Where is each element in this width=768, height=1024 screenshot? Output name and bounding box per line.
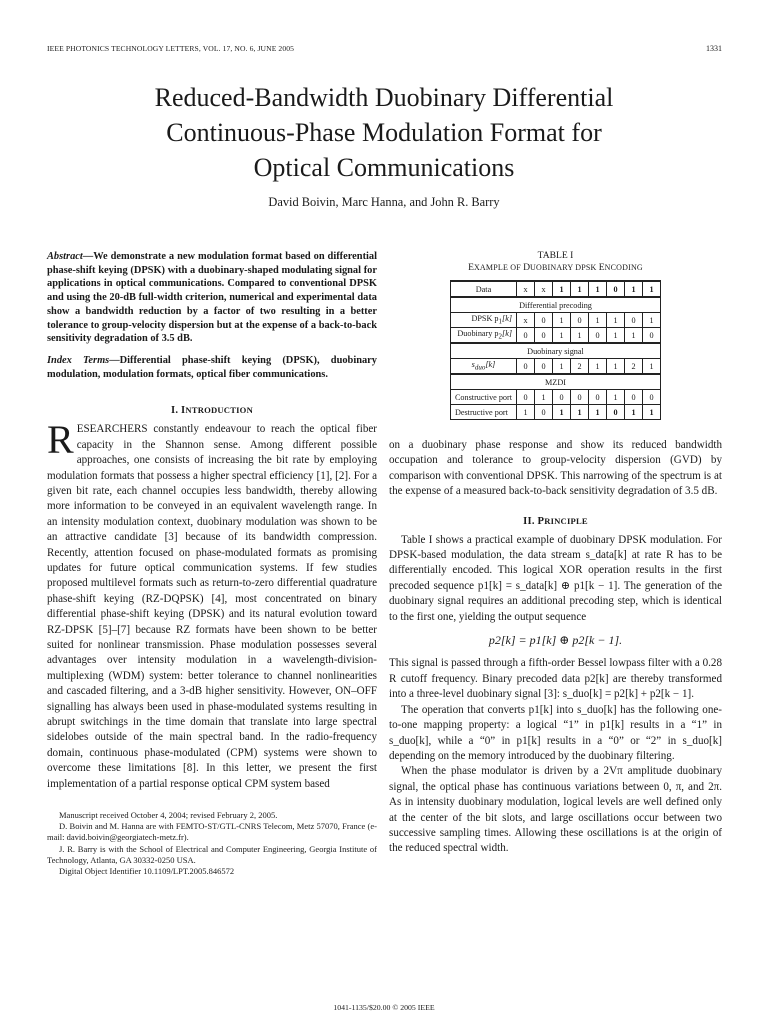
- duo-cell: 1: [625, 328, 643, 344]
- authors: David Boivin, Marc Hanna, and John R. Barry: [268, 195, 500, 209]
- dpsk-cell: 0: [571, 313, 589, 328]
- constructive-cell: 0: [571, 390, 589, 405]
- duo-label-arg: [k]: [502, 329, 513, 339]
- constructive-cell: 0: [553, 390, 571, 405]
- constructive-cell: 1: [607, 390, 625, 405]
- caption-part-3: NCODING: [604, 263, 643, 272]
- dpsk-cell: 1: [643, 313, 661, 328]
- dpsk-label-arg: [k]: [502, 314, 513, 324]
- title-line-2: Continuous-Phase Modulation Format for: [166, 118, 602, 147]
- table-row-destructive: [450, 405, 660, 420]
- table-caption: [389, 262, 722, 274]
- left-column: [47, 250, 377, 877]
- running-head: IEEE PHOTONICS TECHNOLOGY LETTERS, VOL. 17, NO. 6, JUNE 2005: [47, 44, 295, 53]
- row-label-constructive: Constructive port: [450, 390, 516, 405]
- table-row-sduo: [450, 359, 660, 375]
- destructive-cell: 1: [517, 405, 535, 420]
- group-label-precoding: Differential precoding: [450, 297, 660, 313]
- title-line-1: Reduced-Bandwidth Duobinary Differential: [154, 83, 614, 112]
- footnote-affiliation-2: J. R. Barry is with the School of Electrical and Computer Engineering, Georgia Institute of Technology, Atlanta, GA 30332-0250 USA.: [47, 843, 377, 865]
- principle-title-rest: RINCIPLE: [544, 515, 588, 526]
- encoding-table: [450, 280, 661, 420]
- data-cell: 0: [607, 281, 625, 297]
- table-label: TABLE I: [537, 250, 574, 261]
- constructive-cell: 1: [535, 390, 553, 405]
- data-cell: 1: [643, 281, 661, 297]
- abstract: [47, 250, 377, 346]
- duo-cell: 1: [553, 328, 571, 344]
- table-row-duobinary: [450, 328, 660, 344]
- caption-e2: E: [598, 262, 605, 273]
- drop-cap: R: [47, 417, 74, 463]
- principle-body: [389, 533, 722, 857]
- dpsk-cell: 1: [589, 313, 607, 328]
- introduction-body: [47, 417, 377, 792]
- title-line-3: Optical Communications: [253, 153, 515, 182]
- dpsk-cell: x: [517, 313, 535, 328]
- footnote-received: Manuscript received October 4, 2004; revised February 2, 2005.: [59, 810, 278, 821]
- index-terms-text: —Differential phase-shift keying (DPSK), duobinary modulation, modulation formats, optical fiber communications.: [47, 354, 377, 380]
- data-cell: x: [517, 281, 535, 297]
- sduo-cell: 1: [589, 359, 607, 375]
- destructive-cell: 1: [625, 405, 643, 420]
- equation: p2[k] = p1[k] ⊕ p2[k − 1].: [488, 633, 623, 648]
- sduo-cell: 1: [553, 359, 571, 375]
- destructive-cell: 1: [589, 405, 607, 420]
- duo-cell: 0: [643, 328, 661, 344]
- sduo-cell: 2: [625, 359, 643, 375]
- data-cell: 1: [589, 281, 607, 297]
- caption-d: D: [523, 262, 530, 273]
- dpsk-cell: 1: [607, 313, 625, 328]
- sduo-label-arg: [k]: [485, 360, 496, 370]
- row-label-dpsk: [450, 313, 516, 328]
- principle-paragraph-3: The operation that converts p1[k] into s_duo[k] has the following one-to-one mapping property: a logical “1” in p1[k] results in a “1” in s_duo[k], while a “0” in p1[k] results in a “0” or “2” in s_duo[k] depending on the memory introduced by the duobinary filtering.: [389, 703, 722, 762]
- right-body: [389, 438, 722, 500]
- destructive-cell: 1: [643, 405, 661, 420]
- constructive-cell: 0: [517, 390, 535, 405]
- data-cell: 1: [571, 281, 589, 297]
- duo-label-sub: 2: [498, 332, 503, 341]
- group-label-mzdi: MZDI: [450, 374, 660, 390]
- intro-text: ESEARCHERS constantly endeavour to reach the optical fiber capacity in the Shannon sense. Among different possible approaches, one consists of increasing the bit rate by employing modulation formats that possess a higher spectral efficiency [1], [2]. For a given bit rate, each channel occupies less bandwidth, thereby allowing more information to be conveyed in an equivalent wavelength range. In an intensity modulation context, duobinary modulation was shown to be an attractive candidate [3] because of its bandwidth compression. Recently, attention focused on phase-modulated formats as promising updates for future optical communication systems. If few studies proposed multilevel formats such as return-to-zero differential quadrature phase-shift keying (RZ-DQPSK) [4], most concentrated on binary differential phase-shift keying (DPSK) and its natural evolution toward RZ-DPSK [5]–[7] because RZ formats have been shown to be better suited for nonlinear transmission. Phase modulation possesses several advantages over intensity modulation in a wavelength-division-multiplexing (WDM) system: better tolerance to channel nonlinearities and cascaded filtering, and a 3-dB higher sensitivity. However, ON–OFF signalling has always been used in phase-modulated systems resulting in abrupt switchings in the time domain that translate into large spectral sidelobes outside of the main spectral band. In the radio-frequency domain, continuous phase-modulated (CPM) systems were shown to overcome these limitations [8]. In this letter, we present the first implementation of a partial response optical CPM system based: [47, 423, 377, 790]
- dpsk-label-text: DPSK p: [471, 314, 499, 324]
- principle-paragraph-1: Table I shows a practical example of duobinary DPSK modulation. For DPSK-based modulation, the data stream s_data[k] at rate R has to be differentially encoded. This logical XOR operation results in the first precoded sequence p1[k] = s_data[k] ⊕ p1[k − 1]. The generation of the duobinary signal requires an additional precoding step, which is identical to the first one, yielding the output sequence: [389, 533, 722, 623]
- intro-continuation: on a duobinary phase response and show its reduced bandwidth occupation and tolerance to group-velocity dispersion (GVD) by comparison with conventional DPSK. This narrowing of the spectrum is at the expense of a measured back-to-back sensitivity degradation of 3.5 dB.: [389, 439, 722, 498]
- table-group-signal: [450, 343, 660, 359]
- intro-title-rest: NTRODUCTION: [185, 405, 253, 416]
- sduo-cell: 2: [571, 359, 589, 375]
- page-number: 1331: [706, 44, 722, 53]
- abstract-text: —We demonstrate a new modulation format based on differential phase-shift keying (DPSK) with a duobinary-shaped modulating signal for applications in optical communications. Compared to conventional DPSK and using the 20-dB full-width criterion, numerical and experimental data show a bandwidth reduction by a factor of two resulting in a better tolerance to group-velocity dispersion but at the expense of a back-to-back sensitivity degradation of 3.5 dB.: [47, 251, 377, 345]
- principle-paragraph-2: This signal is passed through a fifth-order Bessel lowpass filter with a 0.28 R cutoff frequency. Binary precoded data p2[k] are thereby transformed into a three-level duobinary signal [3]: s_duo[k] = p2[k] + p2[k − 1].: [389, 657, 722, 701]
- sduo-label-text: s: [471, 360, 475, 370]
- data-cell: x: [535, 281, 553, 297]
- caption-part-2: UOBINARY DPSK: [530, 263, 599, 272]
- intro-title-first: I: [181, 405, 186, 417]
- footnote-affiliation-1: D. Boivin and M. Hanna are with FEMTO-ST/GTL-CNRS Telecom, Metz 57070, France (e-mail: david.boivin@georgiatech-metz.fr).: [47, 821, 377, 843]
- caption-e: E: [468, 262, 474, 273]
- dpsk-label-sub: 1: [498, 317, 503, 326]
- group-label-signal: Duobinary signal: [450, 343, 660, 359]
- table-row-constructive: [450, 390, 660, 405]
- section-heading-principle: [389, 516, 722, 527]
- duo-label-text: Duobinary p: [457, 329, 499, 339]
- duo-cell: 0: [589, 328, 607, 344]
- table-row-dpsk: [450, 313, 660, 328]
- table-row-data: [450, 281, 660, 297]
- sduo-label-sub: duo: [474, 363, 486, 372]
- duo-cell: 1: [607, 328, 625, 344]
- constructive-cell: 0: [643, 390, 661, 405]
- data-cell: 1: [625, 281, 643, 297]
- row-label-sduo: [450, 359, 516, 375]
- sduo-cell: 1: [643, 359, 661, 375]
- section-heading-introduction: [47, 405, 377, 416]
- sduo-cell: 0: [535, 359, 553, 375]
- caption-part-1: XAMPLE OF: [473, 263, 524, 272]
- row-label-data: Data: [450, 281, 516, 297]
- table-group-precoding: [450, 297, 660, 313]
- duo-cell: 0: [517, 328, 535, 344]
- dpsk-cell: 1: [553, 313, 571, 328]
- duo-cell: 0: [535, 328, 553, 344]
- footnotes: [47, 810, 377, 877]
- index-terms: [47, 354, 377, 381]
- table-group-mzdi: [450, 374, 660, 390]
- destructive-cell: 1: [571, 405, 589, 420]
- row-label-duobinary: [450, 328, 516, 344]
- sduo-cell: 1: [607, 359, 625, 375]
- right-column: [389, 250, 722, 857]
- abstract-lead: Abstract: [47, 251, 83, 262]
- constructive-cell: 0: [589, 390, 607, 405]
- destructive-cell: 0: [535, 405, 553, 420]
- principle-title-first: P: [537, 515, 545, 527]
- dpsk-cell: 0: [535, 313, 553, 328]
- row-label-destructive: Destructive port: [450, 405, 516, 420]
- intro-number: I.: [171, 405, 182, 417]
- data-cell: 1: [553, 281, 571, 297]
- footer: 1041-1135/$20.00 © 2005 IEEE: [333, 1003, 435, 1012]
- index-terms-lead: Index Terms: [47, 354, 110, 366]
- intro-paragraph: [47, 417, 377, 792]
- duo-cell: 1: [571, 328, 589, 344]
- paper-title: [40, 80, 728, 185]
- constructive-cell: 0: [625, 390, 643, 405]
- destructive-cell: 0: [607, 405, 625, 420]
- principle-paragraph-4: When the phase modulator is driven by a 2Vπ amplitude duobinary signal, the optical phase has continuous variations between 0, π, and 2π. As in intensity duobinary modulation, logical levels are well defined only at the center of the bit slots, and large oscillations occur between two successive sampling times. Allowing these oscillations is at the origin of the reduced spectral width.: [389, 765, 722, 855]
- footnote-doi: Digital Object Identifier 10.1109/LPT.2005.846572: [59, 866, 235, 877]
- principle-number: II.: [523, 515, 538, 527]
- sduo-cell: 0: [517, 359, 535, 375]
- destructive-cell: 1: [553, 405, 571, 420]
- dpsk-cell: 0: [625, 313, 643, 328]
